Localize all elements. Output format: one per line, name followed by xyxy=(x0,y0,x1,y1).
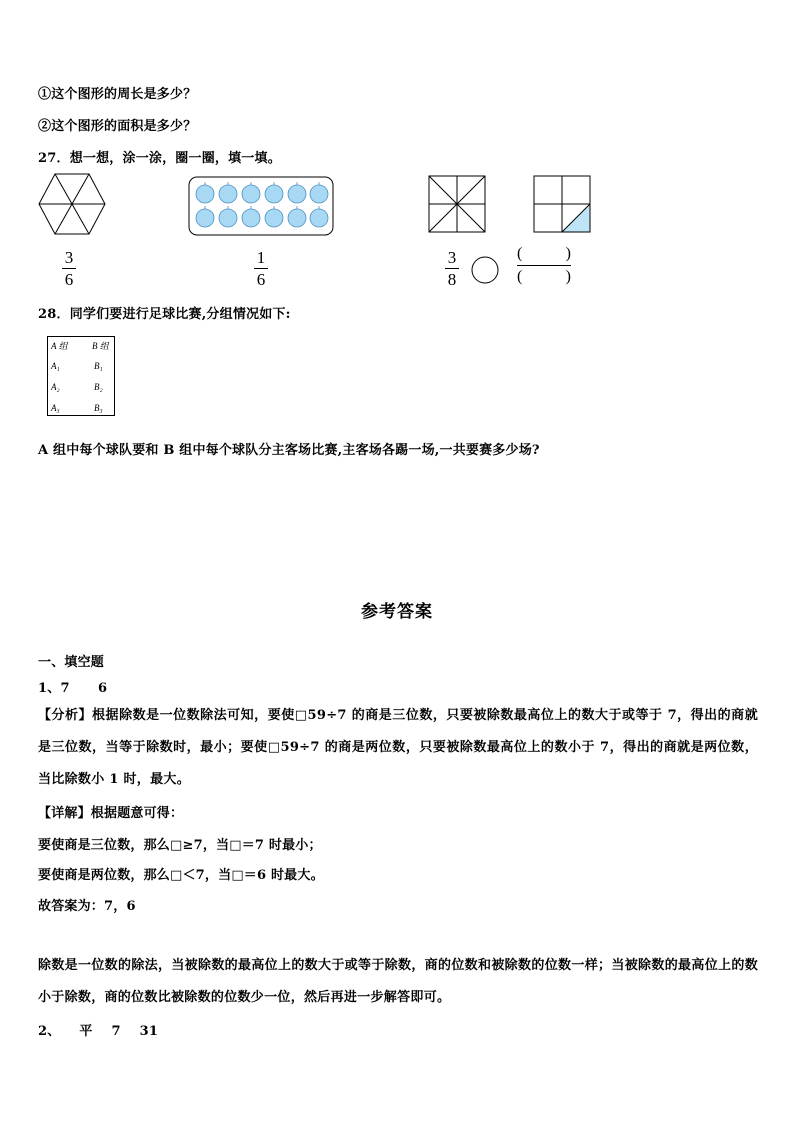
group-a-header: A 组 xyxy=(51,341,68,351)
fraction-numerator: 1 xyxy=(256,248,266,267)
q28-question: A 组中每个球队要和 B 组中每个球队分主客场比赛,主客场各踢一场,一共要赛多少场? xyxy=(38,443,540,458)
answer-1-detail-line1: 要使商是三位数，那么□≥7，当□＝7 时最小； xyxy=(38,838,322,853)
q26-sub2: ②这个图形的面积是多少？ xyxy=(38,119,197,134)
fraction-numerator: 3 xyxy=(64,248,74,267)
group-table xyxy=(47,336,115,416)
answer-1-detail-label: 【详解】根据题意可得： xyxy=(38,806,184,821)
fraction-1-6 xyxy=(254,248,268,289)
fraction-numerator: 3 xyxy=(447,248,457,267)
compare-circle[interactable] xyxy=(470,255,500,285)
hexagon-figure xyxy=(38,173,106,235)
fraction-denominator: 8 xyxy=(447,270,457,289)
answers-title: 参考答案 xyxy=(361,602,433,622)
answer-1-final: 故答案为：7，6 xyxy=(38,899,136,914)
q26-sub1: ①这个图形的周长是多少？ xyxy=(38,87,197,102)
group-a-team: A₂ xyxy=(51,382,60,392)
square-quarters-figure xyxy=(533,175,591,233)
paren-close: ) xyxy=(565,245,571,262)
blank-fraction[interactable] xyxy=(517,245,571,286)
group-b-header: B 组 xyxy=(92,341,109,351)
section-heading: 一、填空题 xyxy=(38,655,105,670)
q28-prompt: 28．同学们要进行足球比赛,分组情况如下: xyxy=(38,307,291,322)
answer-1-analysis: 【分析】根据除数是一位数除法可知，要使□59÷7 的商是三位数，只要被除数最高位上的数大于或等于 7，得出的商就是三位数，当等于除数时，最小；要使□59÷7 的商是两位数，只要被除数最高位上的数小于 7，得出的商就是两位数，当比除数小 1 时，最大。 xyxy=(38,708,758,787)
group-a-team: A₁ xyxy=(51,361,60,371)
group-b-team: B₂ xyxy=(94,382,103,392)
fraction-denominator: 6 xyxy=(256,270,266,289)
answer-1-head: 1、7 6 xyxy=(38,681,108,696)
paren-open: ( xyxy=(517,268,523,285)
paren-close: ) xyxy=(565,268,571,285)
fraction-3-8 xyxy=(445,248,459,289)
paren-open: ( xyxy=(517,245,523,262)
q27-prompt: 27．想一想，涂一涂，圈一圈，填一填。 xyxy=(38,151,281,166)
answer-2-head: 2、 平 7 31 xyxy=(38,1024,159,1039)
square-eighths-figure xyxy=(428,175,486,233)
answer-1-detail-line2: 要使商是两位数，那么□＜7，当□＝6 时最大。 xyxy=(38,868,324,883)
fraction-3-6 xyxy=(62,248,76,289)
fraction-denominator: 6 xyxy=(64,270,74,289)
group-b-team: B₃ xyxy=(94,403,103,413)
answer-1-summary: 除数是一位数的除法，当被除数的最高位上的数大于或等于除数，商的位数和被除数的位数一样；当被除数的最高位上的数小于除数，商的位数比被除数的位数少一位，然后再进一步解答即可。 xyxy=(38,958,758,1005)
group-b-team: B₁ xyxy=(94,361,103,371)
apple-box-figure xyxy=(188,176,334,236)
group-a-team: A₃ xyxy=(51,403,60,413)
